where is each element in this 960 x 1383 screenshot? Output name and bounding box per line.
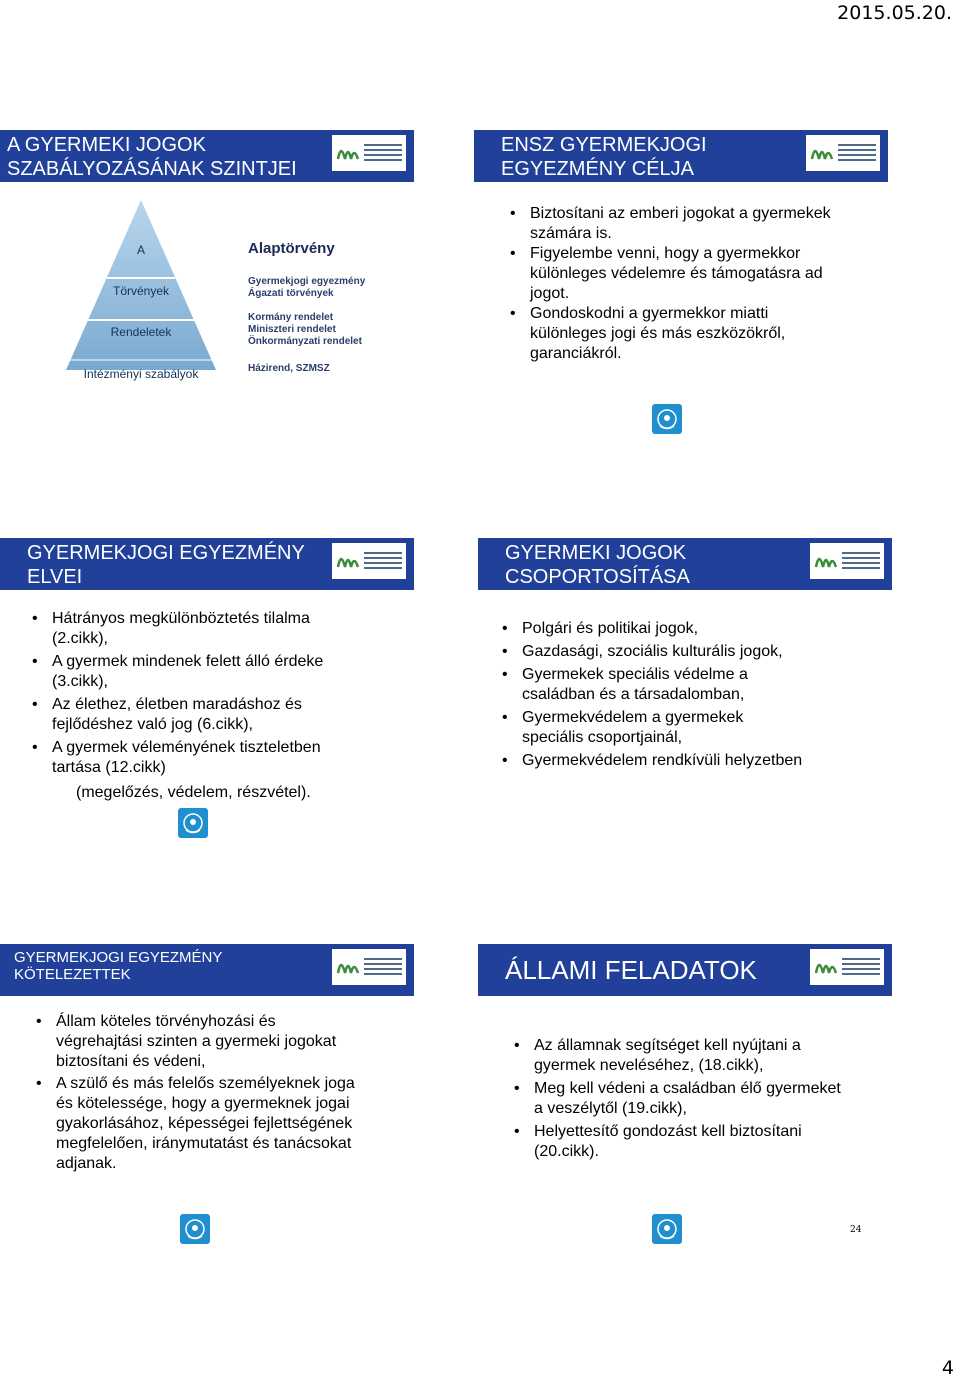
slide-rights-grouping	[478, 538, 892, 798]
logo-mark-icon	[809, 141, 835, 163]
bullet-list	[36, 1012, 366, 1174]
pyramid-right-3: Házirend, SZMSZ	[248, 363, 330, 374]
logo	[332, 949, 406, 985]
unicef-logo-icon	[652, 404, 682, 434]
logo-mark-icon	[813, 549, 839, 571]
pyramid-level-institutional: Intézményi szabályok	[83, 367, 199, 381]
slide-convention-purpose	[474, 130, 888, 440]
slide-number: 24	[850, 1225, 862, 1235]
slide-header	[478, 944, 892, 996]
list-item: • A gyermek mindenek felett álló érdeke (3.cikk),	[32, 652, 352, 695]
page-date: 2015.05.20.	[837, 2, 952, 24]
list-item: • Gyermekvédelem rendkívüli helyzetben	[502, 751, 872, 771]
pyramid-level-top: A	[136, 243, 145, 257]
slide-header	[0, 130, 414, 182]
slide-state-tasks	[478, 944, 892, 1254]
slide-title: ENSZ GYERMEKJOGI EGYEZMÉNY CÉLJA	[501, 134, 707, 180]
slide-regulation-levels	[0, 130, 414, 400]
slide-title: GYERMEKJOGI EGYEZMÉNY KÖTELEZETTEK	[14, 949, 223, 983]
pyramid-right-1: Gyermekjogi egyezmény Ágazati törvények	[248, 276, 366, 299]
unicef-logo-icon	[652, 1214, 682, 1244]
slide-title: ÁLLAMI FELADATOK	[505, 955, 757, 985]
list-item: • A szülő és más felelős személyeknek joga és kötelessége, hogy a gyermeknek jogai gyakorlásához, képességei fejlettségének megfelelően, iránymutatást és tanácsokat adjanak.	[36, 1074, 366, 1174]
pyramid-main-label: Alaptörvény	[248, 240, 335, 257]
principles-note: (megelőzés, védelem, részvétel).	[76, 784, 311, 801]
list-item: • Figyelembe venni, hogy a gyermekkor különleges védelemre és támogatásra ad jogot.	[510, 244, 840, 304]
logo	[810, 949, 884, 985]
pyramid-level-decrees: Rendeletek	[110, 325, 172, 339]
list-item: • Gazdasági, szociális kulturális jogok,	[502, 642, 872, 665]
bullet-list	[510, 204, 840, 364]
list-item: • Az államnak segítséget kell nyújtani a gyermek neveléséhez, (18.cikk),	[514, 1036, 844, 1079]
list-item: • Gondoskodni a gyermekkor miatti különleges jogi és más eszközökről, garanciákról.	[510, 304, 840, 364]
list-item: • Hátrányos megkülönböztetés tilalma (2.cikk),	[32, 609, 352, 652]
logo-mark-icon	[813, 955, 839, 977]
bullet-list	[514, 1036, 844, 1162]
list-item: • Helyettesítő gondozást kell biztosítani (20.cikk).	[514, 1122, 844, 1162]
unicef-logo-icon	[180, 1214, 210, 1244]
bullet-list	[32, 609, 352, 778]
slide-header	[0, 944, 414, 996]
logo-mark-icon	[335, 549, 361, 571]
logo-mark-icon	[335, 141, 361, 163]
slide-convention-principles	[0, 538, 414, 838]
slide-header	[474, 130, 888, 182]
list-item: • Biztosítani az emberi jogokat a gyermekek számára is.	[510, 204, 840, 244]
page-number: 4	[941, 1357, 954, 1379]
list-item: • Meg kell védeni a családban élő gyermeket a veszélytől (19.cikk),	[514, 1079, 844, 1122]
slide-obligated-parties	[0, 944, 414, 1244]
unicef-logo-icon	[178, 808, 208, 838]
logo	[806, 135, 880, 171]
list-item: • Állam köteles törvényhozási és végrehajtási szinten a gyermeki jogokat biztosítani és védeni,	[36, 1012, 366, 1074]
list-item: • Gyermekvédelem a gyermekek speciális csoportjainál,	[502, 708, 792, 751]
list-item: • Gyermekek speciális védelme a családban és a társadalomban,	[502, 665, 792, 708]
bullet-list	[502, 619, 872, 771]
logo	[332, 135, 406, 171]
logo	[810, 543, 884, 579]
list-item: • Az élethez, életben maradáshoz és fejlődéshez való jog (6.cikk),	[32, 695, 352, 738]
pyramid-level-laws: Törvények	[112, 284, 170, 298]
logo-mark-icon	[335, 955, 361, 977]
pyramid-right-2: Kormány rendelet Miniszteri rendelet Önkormányzati rendelet	[248, 312, 362, 347]
slide-title: A GYERMEKI JOGOK SZABÁLYOZÁSÁNAK SZINTJEI	[7, 134, 297, 180]
slide-header	[478, 538, 892, 590]
list-item: • Polgári és politikai jogok,	[502, 619, 872, 642]
slide-title: GYERMEKI JOGOK CSOPORTOSÍTÁSA	[505, 542, 690, 588]
list-item: • A gyermek véleményének tiszteletben tartása (12.cikk)	[32, 738, 352, 778]
slide-header	[0, 538, 414, 590]
slide-title: GYERMEKJOGI EGYEZMÉNY ELVEI	[27, 542, 305, 588]
logo	[332, 543, 406, 579]
